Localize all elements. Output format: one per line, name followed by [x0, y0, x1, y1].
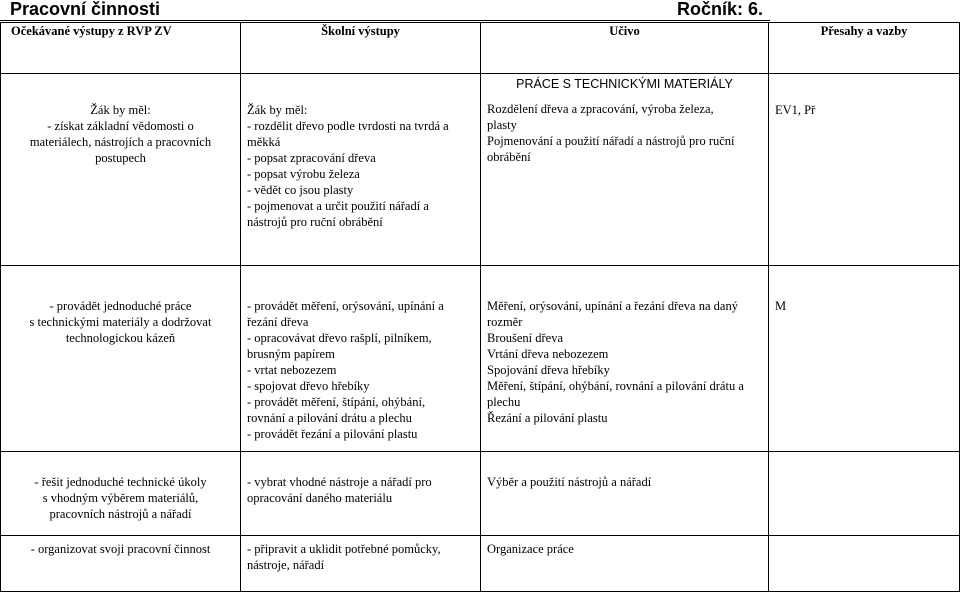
- row-4-expected-outputs: [1, 536, 241, 592]
- grade-label: Ročník: 6.: [677, 0, 764, 19]
- row-4-links: [769, 536, 960, 592]
- cell-line: nástrojů pro ruční obrábění: [247, 215, 383, 229]
- row-4-school-outputs: [241, 536, 481, 592]
- cell-line: - připravit a uklidit potřebné pomůcky,: [247, 542, 441, 556]
- row-3-links: [769, 452, 960, 536]
- header-school-outputs: Školní výstupy: [241, 23, 481, 74]
- cell-line: - opracovávat dřevo rašplí, pilníkem,: [247, 331, 432, 345]
- section-label: PRÁCE S TECHNICKÝMI MATERIÁLY: [516, 77, 733, 91]
- row-3-expected-outputs: [1, 452, 241, 536]
- cell-line: - získat základní vědomosti o: [47, 119, 194, 133]
- cell-line: - vybrat vhodné nástroje a nářadí pro: [247, 475, 432, 489]
- row-1-expected-outputs: [1, 74, 241, 266]
- cell-line: pracovních nástrojů a nářadí: [49, 507, 192, 521]
- cell-line: rovnání a pilování drátu a plechu: [247, 411, 412, 425]
- row-4-curriculum: [481, 536, 769, 592]
- cell-line: Měření, štípání, ohýbání, rovnání a pilování drátu a: [487, 379, 744, 393]
- title-underline: [0, 20, 770, 21]
- cell-line: - vědět co jsou plasty: [247, 183, 354, 197]
- cell-line: - vrtat nebozezem: [247, 363, 337, 377]
- cell-line: Žák by měl:: [247, 103, 308, 117]
- cell-line: obrábění: [487, 150, 531, 164]
- table-row: [1, 536, 960, 592]
- cell-line: - popsat výrobu železa: [247, 167, 360, 181]
- cell-line: - provádět jednoduché práce: [49, 299, 192, 313]
- header-expected-outputs: Očekávané výstupy z RVP ZV: [1, 23, 241, 74]
- cell-line: - spojovat dřevo hřebíky: [247, 379, 370, 393]
- cell-line: technologickou kázeň: [65, 331, 176, 345]
- cell-line: EV1, Př: [775, 103, 816, 117]
- curriculum-table: [0, 22, 960, 592]
- table-row: [1, 452, 960, 536]
- header-links: Přesahy a vazby: [769, 23, 960, 74]
- cell-line: rozměr: [487, 315, 523, 329]
- title-row: [0, 0, 960, 22]
- cell-line: - organizovat svoji pracovní činnost: [30, 542, 211, 556]
- cell-line: - provádět měření, štípání, ohýbání,: [247, 395, 426, 409]
- table-row: [1, 74, 960, 266]
- cell-line: - rozdělit dřevo podle tvrdosti na tvrdá a: [247, 119, 449, 133]
- row-1-school-outputs: [241, 74, 481, 266]
- row-3-curriculum: [481, 452, 769, 536]
- cell-line: Řezání a pilování plastu: [487, 411, 608, 425]
- header-row: [1, 23, 960, 74]
- cell-line: Organizace práce: [487, 542, 574, 556]
- row-2-curriculum: [481, 266, 769, 452]
- cell-line: Žák by měl:: [90, 103, 151, 117]
- cell-line: - řešit jednoduché technické úkoly: [34, 475, 207, 489]
- cell-line: - provádět měření, orýsování, upínání a: [247, 299, 444, 313]
- header-curriculum: Učivo: [481, 23, 769, 74]
- cell-line: Výběr a použití nástrojů a nářadí: [487, 475, 652, 489]
- cell-line: Pojmenování a použití nářadí a nástrojů pro ruční: [487, 134, 735, 148]
- cell-line: Spojování dřeva hřebíky: [487, 363, 610, 377]
- cell-line: - popsat zpracování dřeva: [247, 151, 376, 165]
- cell-line: postupech: [95, 151, 146, 165]
- cell-line: s vhodným výběrem materiálů,: [42, 491, 199, 505]
- cell-line: - pojmenovat a určit použití nářadí a: [247, 199, 429, 213]
- cell-line: brusným papírem: [247, 347, 335, 361]
- cell-line: Broušení dřeva: [487, 331, 564, 345]
- cell-line: Měření, orýsování, upínání a řezání dřeva na daný: [487, 299, 738, 313]
- cell-line: řezání dřeva: [247, 315, 309, 329]
- row-2-school-outputs: [241, 266, 481, 452]
- row-1-curriculum: [481, 74, 769, 266]
- cell-line: opracování daného materiálu: [247, 491, 393, 505]
- cell-line: Vrtání dřeva nebozezem: [487, 347, 609, 361]
- row-2-expected-outputs: [1, 266, 241, 452]
- row-1-curriculum-text: [487, 101, 762, 165]
- cell-line: plechu: [487, 395, 521, 409]
- cell-line: měkká: [247, 135, 281, 149]
- cell-line: plasty: [487, 118, 517, 132]
- cell-line: materiálech, nástrojích a pracovních: [29, 135, 212, 149]
- row-1-links: [769, 74, 960, 266]
- cell-line: s technickými materiály a dodržovat: [29, 315, 212, 329]
- row-2-links: [769, 266, 960, 452]
- row-3-school-outputs: [241, 452, 481, 536]
- cell-line: - provádět řezání a pilování plastu: [247, 427, 418, 441]
- table-row: [1, 266, 960, 452]
- cell-line: Rozdělení dřeva a zpracování, výroba železa,: [487, 102, 714, 116]
- subject-title: Pracovní činnosti: [10, 0, 161, 19]
- cell-line: nástroje, nářadí: [247, 558, 325, 572]
- cell-line: M: [775, 299, 787, 313]
